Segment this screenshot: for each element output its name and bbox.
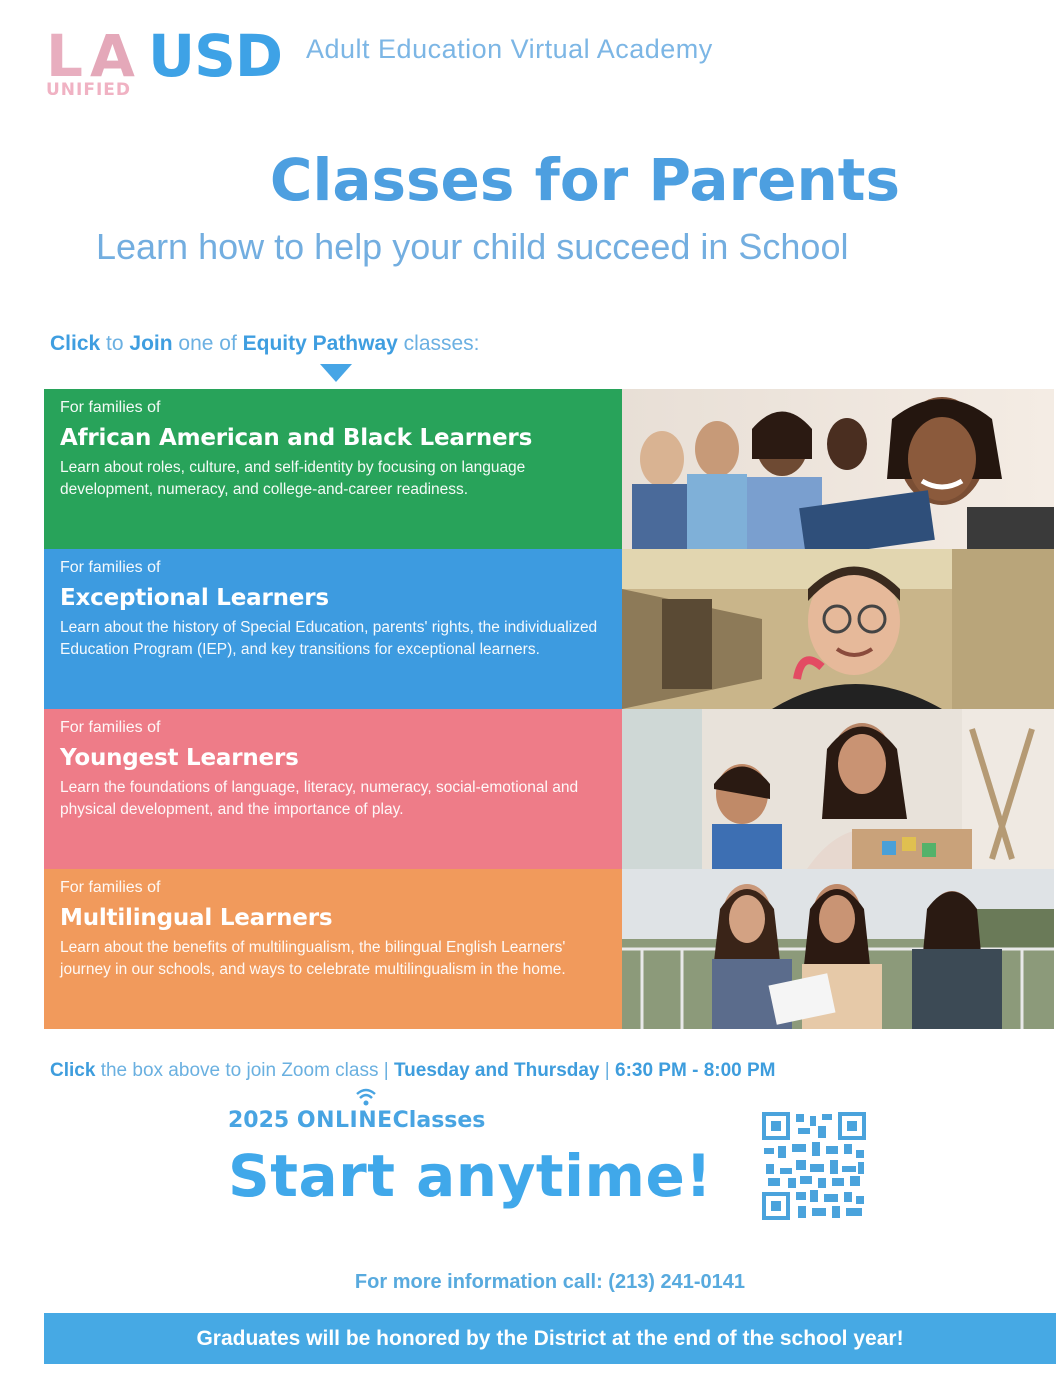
class-for-families: For families of [60, 559, 161, 576]
class-for-families: For families of [60, 719, 161, 736]
class-title: Exceptional Learners [60, 585, 329, 611]
schedule-days: Tuesday and Thursday [393, 1060, 600, 1081]
class-description: Learn about the benefits of multilingualism, the bilingual English Learners' journey in our schools, and ways to celebrate multilingualism in the home. [60, 939, 566, 978]
logo-letter-a: A [90, 22, 135, 90]
class-title: Youngest Learners [60, 745, 299, 771]
class-box[interactable] [44, 869, 622, 1029]
logo-letter-l: L [46, 22, 81, 90]
class-exceptional-learners[interactable] [44, 549, 1054, 709]
join-prompt-classes: classes: [397, 332, 480, 355]
class-african-american-black-learners[interactable] [44, 389, 1054, 549]
schedule-click: Click [50, 1060, 96, 1081]
contact-info: For more information call: (213) 241-0141 [354, 1271, 746, 1293]
online-year: 2025 [228, 1108, 297, 1133]
arrow-down-icon [320, 364, 352, 382]
page-subtitle: Learn how to help your child succeed in School [96, 226, 849, 267]
class-description: Learn about the history of Special Education, parents' rights, the individualized Education Program (IEP), and key transitions for exceptional learners. [60, 619, 598, 658]
schedule-line [50, 1060, 776, 1082]
class-photo-teen-group[interactable] [622, 869, 1054, 1029]
class-photo-student-hallway[interactable] [622, 549, 1054, 709]
graduation-banner: Graduates will be honored by the District at the end of the school year! [44, 1313, 1056, 1364]
online-word: ONLINE [296, 1108, 393, 1133]
schedule-time: 6:30 PM - 8:00 PM [615, 1060, 776, 1081]
wifi-icon [355, 1087, 377, 1107]
qr-code[interactable] [762, 1112, 866, 1220]
class-photo-students[interactable] [622, 389, 1054, 549]
start-anytime-heading: Start anytime! [228, 1142, 713, 1210]
join-prompt-one-of: one of [172, 332, 243, 355]
class-photo-mother-child[interactable] [622, 709, 1054, 869]
class-title: Multilingual Learners [60, 905, 333, 931]
class-for-families: For families of [60, 879, 161, 896]
online-classes: Classes [392, 1108, 486, 1133]
online-classes-label [228, 1108, 485, 1133]
logo-unified: UNIFIED [46, 80, 132, 100]
class-list [44, 389, 1054, 1029]
class-description: Learn the foundations of language, literacy, numeracy, social-emotional and physical development, and the importance of play. [60, 779, 579, 818]
schedule-sep: | [599, 1060, 615, 1081]
class-multilingual-learners[interactable] [44, 869, 1054, 1029]
class-title: African American and Black Learners [60, 425, 533, 451]
class-youngest-learners[interactable] [44, 709, 1054, 869]
class-box[interactable] [44, 389, 622, 549]
join-prompt-to: to [100, 332, 130, 355]
logo-letters-usd: USD [148, 22, 283, 90]
join-prompt-pathway: Equity Pathway [242, 332, 398, 355]
academy-name: Adult Education Virtual Academy [306, 34, 713, 64]
lausd-logo [44, 22, 294, 104]
join-prompt-click: Click [50, 332, 101, 355]
page-title: Classes for Parents [269, 146, 901, 214]
class-box[interactable] [44, 709, 622, 869]
join-prompt-join: Join [129, 332, 173, 355]
join-prompt [50, 332, 480, 356]
schedule-text: the box above to join Zoom class | [95, 1060, 394, 1081]
class-box[interactable] [44, 549, 622, 709]
class-for-families: For families of [60, 399, 161, 416]
class-description: Learn about roles, culture, and self-identity by focusing on language development, numeracy, and college-and-career readiness. [60, 459, 526, 498]
